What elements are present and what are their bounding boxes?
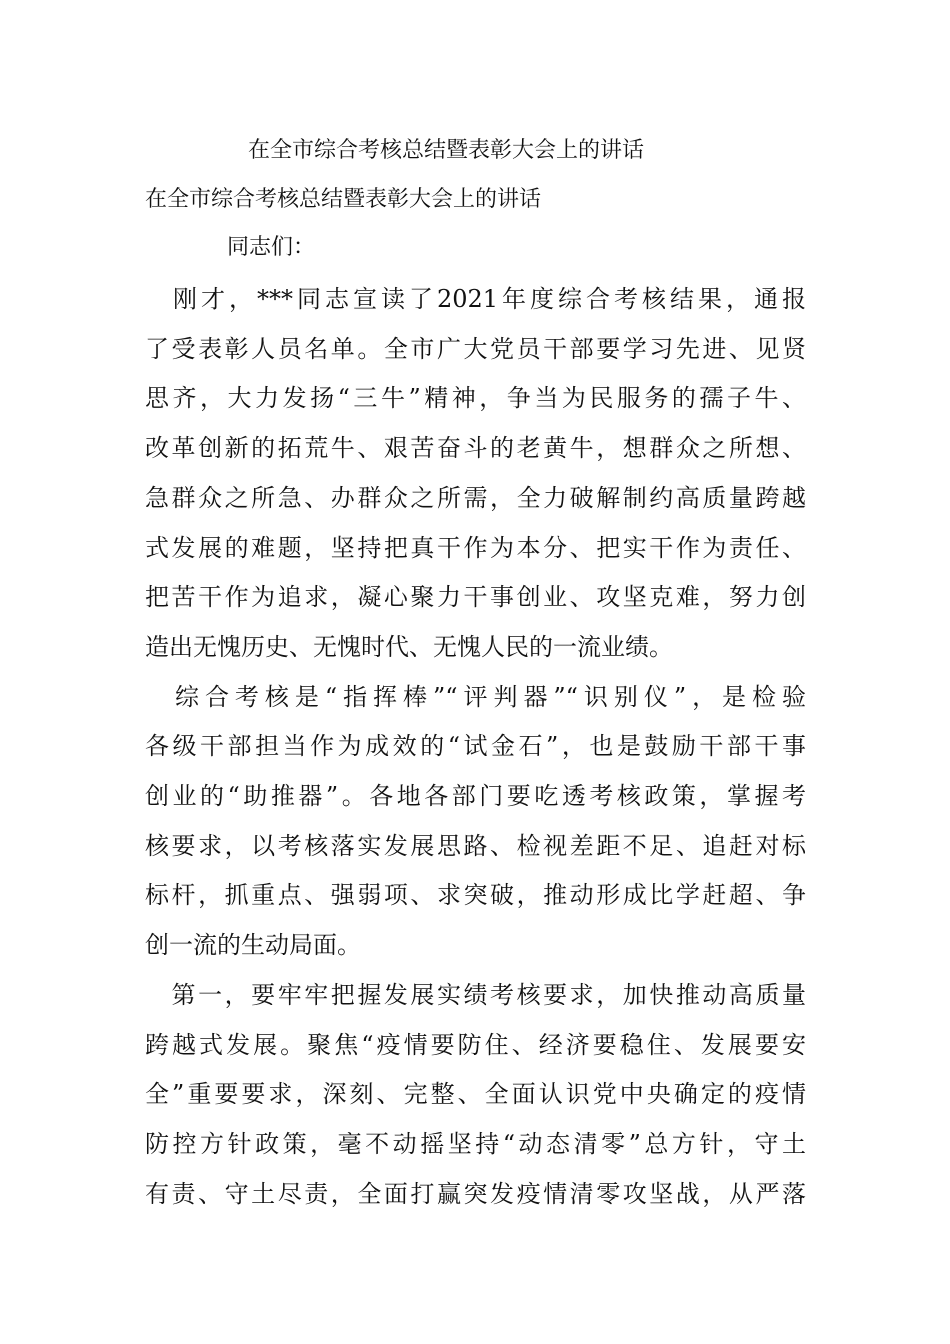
paragraph-line: 防控方针政策，毫不动摇坚持“动态清零”总方针，守土: [145, 1130, 806, 1158]
document-subtitle: 在全市综合考核总结暨表彰大会上的讲话: [145, 187, 542, 212]
paragraph-line: 标杆，抓重点、强弱项、求突破，推动形成比学赶超、争: [145, 881, 806, 909]
paragraph-line: 综合考核是“指挥棒”“评判器”“识别仪”，是检验: [145, 683, 806, 711]
paragraph-line: 式发展的难题，坚持把真干作为本分、把实干作为责任、: [145, 534, 806, 562]
paragraph-line: 核要求，以考核落实发展思路、检视差距不足、追赶对标: [145, 832, 806, 860]
paragraph-line: 了受表彰人员名单。全市广大党员干部要学习先进、见贤: [145, 335, 806, 363]
document-title: 在全市综合考核总结暨表彰大会上的讲话: [248, 138, 645, 163]
paragraph-line: 改革创新的拓荒牛、艰苦奋斗的老黄牛，想群众之所想、: [145, 434, 806, 462]
paragraph-line: 创一流的生动局面。: [145, 931, 361, 959]
paragraph-line: 思齐，大力发扬“三牛”精神，争当为民服务的孺子牛、: [145, 384, 806, 412]
paragraph-line: 全”重要要求，深刻、完整、全面认识党中央确定的疫情: [145, 1080, 806, 1108]
paragraph-line: 急群众之所急、办群众之所需，全力破解制约高质量跨越: [145, 484, 806, 512]
paragraph-line: 把苦干作为追求，凝心聚力干事创业、攻坚克难，努力创: [145, 583, 806, 611]
paragraph-line: 创业的“助推器”。各地各部门要吃透考核政策，掌握考: [145, 782, 806, 810]
paragraph-line: 第一，要牢牢把握发展实绩考核要求，加快推动高质量: [145, 981, 806, 1009]
paragraph-line: 各级干部担当作为成效的“试金石”，也是鼓励干部干事: [145, 732, 806, 760]
paragraph-line: 有责、守土尽责，全面打赢突发疫情清零攻坚战，从严落: [145, 1180, 806, 1208]
greeting: 同志们：: [227, 235, 316, 260]
paragraph-line: 造出无愧历史、无愧时代、无愧人民的一流业绩。: [145, 633, 673, 661]
paragraph-line: 跨越式发展。聚焦“疫情要防住、经济要稳住、发展要安: [145, 1031, 806, 1059]
paragraph-line: 刚才，***同志宣读了2021年度综合考核结果，通报: [145, 285, 806, 313]
